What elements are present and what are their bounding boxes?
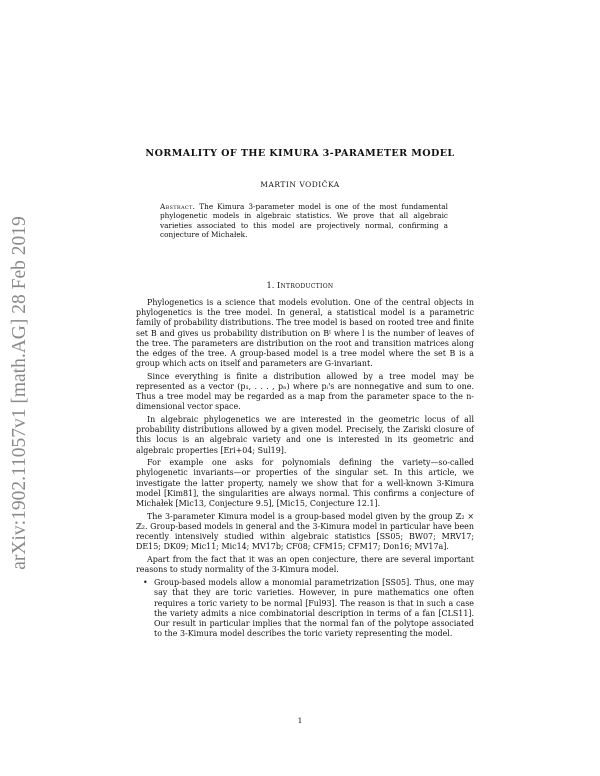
bullet-icon: •	[143, 578, 148, 588]
section-number: 1.	[266, 280, 275, 290]
paper-title: NORMALITY OF THE KIMURA 3-PARAMETER MODEL	[145, 148, 455, 159]
abstract-text: The Kimura 3-parameter model is one of the most fundamental phylogenetic models in algebraic statistics. We prove that all algebraic varieties associated to this model are projectively normal, confirming a conjecture of Michałek.	[160, 202, 448, 240]
page-number: 1	[297, 716, 303, 725]
abstract-label: Abstract.	[160, 202, 196, 211]
paragraph: For example one asks for polynomials defining the variety—so-called phylogenetic invariants—or properties of the singular set. In this article, we investigate the latter property, namely we show that for a well-known 3-Kimura model [Kim81], the singularities are always normal. This confirms a conjecture of Michałek [Mic13, Conjecture 9.5], [Mic15, Conjecture 12.1].	[136, 458, 474, 509]
paragraph: In algebraic phylogenetics we are interested in the geometric locus of all probability distributions allowed by a given model. Precisely, the Zariski closure of this locus is an algebraic variety and one is interested in its geometric and algebraic properties [Eri+04; Sul19].	[136, 415, 474, 455]
section-heading	[0, 280, 600, 290]
paragraph: Phylogenetics is a science that models evolution. One of the central objects in phylogenetics is the tree model. In general, a statistical model is a parametric family of probability distributions. The tree model is based on rooted tree and finite set B and gives us probability distribution on Bˡ where l is the number of leaves of the tree. The parameters are distribution on the root and transition matrices along the edges of the tree. A group-based model is a tree model where the set B is a group which acts on itself and parameters are G-invariant.	[136, 298, 474, 369]
paragraph: Since everything is finite a distribution allowed by a tree model may be represented as a vector (p₁, . . . , pₙ) where pᵢ's are nonnegative and sum to one. Thus a tree model may be regarded as a map from the parameter space to the n-dimensional vector space.	[136, 371, 474, 412]
list-item	[143, 578, 474, 639]
paper-author: MARTIN VODIČKA	[260, 180, 340, 189]
body-text	[136, 298, 474, 639]
section-title: Introduction	[276, 280, 334, 290]
paragraph: Apart from the fact that it was an open conjecture, there are several important reasons to study normality of the 3-Kimura model.	[136, 554, 474, 575]
arxiv-identifier-stamp	[0, 178, 40, 608]
arxiv-identifier-text: arXiv:1902.11057v1 [math.AG] 28 Feb 2019	[9, 216, 30, 570]
list-item-text: Group-based models allow a monomial parametrization [SS05]. Thus, one may say that they are toric varieties. However, in pure mathematics one often requires a toric variety to be normal [Ful93]. The reason is that in such a case the variety admits a nice combinatorial description in terms of a fan [CLS11]. Our result in particular implies that the normal fan of the polytope associated to the 3-Kimura model describes the toric variety representing the model.	[154, 578, 474, 639]
abstract	[160, 202, 448, 240]
bullet-list	[136, 578, 474, 639]
paragraph: The 3-parameter Kimura model is a group-based model given by the group ℤ₂ × ℤ₂. Group-based models in general and the 3-Kimura model in particular have been recently intensively studied within algebraic statistics [SS05; BW07; MRV17; DE15; DK09; Mic11; Mic14; MV17b; CF08; CFM15; CFM17; Don16; MV17a].	[136, 511, 474, 552]
